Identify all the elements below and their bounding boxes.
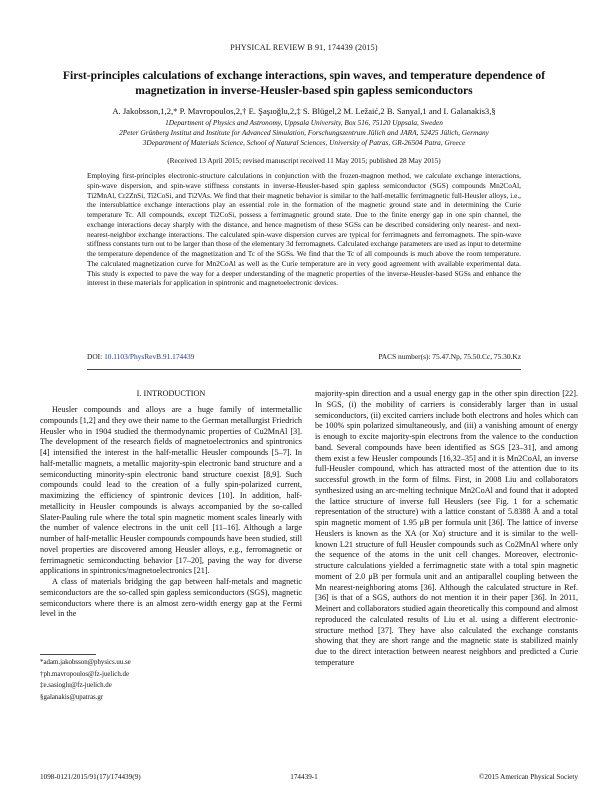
doi-line	[87, 352, 194, 361]
footnote-4[interactable]: §galanakis@upatras.gr	[40, 693, 104, 701]
author-list: A. Jakobsson,1,2,* P. Mavropoulos,2,† E. Şaşıoğlu,2,‡ S. Blügel,2 M. Ležaić,2 B. Sanyal,1 and I. Galanakis3,§	[112, 106, 496, 116]
footer-copyright: ©2015 American Physical Society	[478, 773, 578, 781]
journal-header: PHYSICAL REVIEW B 91, 174439 (2015)	[230, 43, 378, 52]
section-title: I. INTRODUCTION	[136, 389, 206, 398]
footer-page-number: 174439-1	[290, 773, 318, 781]
abstract: Employing first-principles electronic-structure calculations in conjunction with the frozen-magnon method, we calculate exchange interactions, spin-wave dispersion, and spin-wave stiffness constants in inverse-Heusler-based spin gapless semiconductor (SGS) compounds Mn2CoAl, Ti2MnAl, Cr2ZnSi, Ti2CoSi, and Ti2VAs. We find that their magnetic behavior is similar to the half-metallic ferrimagnetic full-Heusler alloys, i.e., the intersublattice exchange interactions play an essential role in the formation of the magnetic ground state and in determining the Curie temperature Tc. All compounds, except Ti2CoSi, possess a ferrimagnetic ground state. Due to the finite energy gap in one spin channel, the exchange interactions decay sharply with the distance, and hence magnetism of these SGSs can be described considering only nearest- and next-nearest-neighbor exchange interactions. The calculated spin-wave dispersion curves are typical for ferrimagnets and ferromagnets. The spin-wave stiffness constants turn out to be larger than those of the elementary 3d ferromagnets. Calculated exchange parameters are used as input to determine the temperature dependence of the magnetization and Tc of the SGSs. We find that the Tc of all compounds is much above the room temperature. The calculated magnetization curve for Mn2CoAl as well as the Curie temperature are in very good agreement with available experimental data. This study is expected to pave the way for a deeper understanding of the magnetic properties of the inverse-Heusler-based SGSs and enhance the interest in these materials for application in spintronic and magnetoelectronic devices.	[87, 171, 521, 288]
title-line-1: First-principles calculations of exchange interactions, spin waves, and temperature dependence of	[62, 69, 546, 82]
received-dates: (Received 13 April 2015; revised manuscript received 11 May 2015; published 28 May 2015)	[167, 156, 441, 165]
column-right	[315, 389, 578, 669]
doi-link[interactable]: 10.1103/PhysRevB.91.174439	[104, 352, 195, 361]
footer-issn: 1098-0121/2015/91(17)/174439(9)	[40, 773, 141, 781]
intro-paragraph-2: A class of materials bridging the gap between half-metals and magnetic semiconductors are the so-called spin gapless semiconductors (SGS), magnetic semiconductors where there is an almost zero-width energy gap at the Fermi level in the	[40, 577, 302, 619]
footnote-1[interactable]: *adam.jakobsson@physics.uu.se	[40, 659, 131, 666]
intro-paragraph-1: Heusler compounds and alloys are a huge family of intermetallic compounds [1,2] and they owe their name to the German metallurgist Friedrich Heusler who in 1904 studied the thermodynamic properties of Cu2MnAl [3]. The development of the research fields of magnetoelectronics and spintronics [4] intensified the interest in the half-metallic Heusler compounds [5–7]. In half-metallic magnets, a metallic majority-spin electronic band structure and a semiconducting minority-spin electronic band structure coexist [8,9]. Such compounds could lead to the creation of a fully spin-polarized current, maximizing the efficiency of spintronic devices [10]. In addition, half-metallicity in Heusler compounds is always accompanied by the so-called Slater-Pauling rule where the total spin magnetic moment scales linearly with the number of valence electrons in the unit cell [11–16]. Although a large number of half-metallic Heusler compounds compounds have been studied, still novel properties are discovered among Heusler alloys, e.g., ferromagnetic or ferrimagnetic semiconducting behavior [17–20], paving the way for diverse applications in spintronics/magnetoelectronics [21].	[40, 405, 302, 576]
column-left	[40, 405, 302, 620]
affiliation-3: 3Department of Materials Science, School of Natural Sciences, University of Patras, GR-26504 Patra, Greece	[142, 138, 466, 147]
title-line-2: magnetization in inverse-Heusler-based spin gapless semiconductors	[135, 84, 473, 97]
intro-paragraph-2-continued: majority-spin direction and a usual energy gap in the other spin direction [22]. In SGS, (i) the mobility of carriers is considerably larger than in usual semiconductors, (ii) excited carriers include both electrons and holes which can be 100% spin polarized simultaneously, and (iii) a vanishing amount of energy is enough to excite majority-spin electrons from the valence to the conduction band. Several compounds have been identified as SGS [23–31], and among them exist a few Heusler compounds [16,32–35] and it is Mn2CoAl, an inverse full-Heusler compound, which has attracted most of the attention due to its successful growth in the form of films. First, in 2008 Liu and collaborators synthesized using an arc-melting technique Mn2CoAl and found that it adopted the lattice structure of inverse full Heuslers (see Fig. 1 for a schematic representation of the structure) with a lattice constant of 5.8388 Å and a total spin magnetic moment of 1.95 μB per formula unit [36]. The lattice of inverse Heuslers is known as the XA (or Xα) structure and it is similar to the well-known L21 structure of full Heusler compounds such as Co2MnAl where only the sequence of the atoms in the unit cell changes. Moreover, electronic-structure calculations yielded a ferrimagnetic state with a total spin magnetic moment of 2.0 μB per formula unit and an antiparallel coupling between the Mn nearest-neighboring atoms [36]. Although the calculated structure in Ref. [36] is that of a SGS, authors do not mention it in their paper [36]. In 2011, Meinert and collaborators studied again theoretically this compound and almost reproduced the calculated results of Liu et al. using a different electronic-structure method [37]. They have also calculated the exchange constants showing that they are short range and the magnetic state is stabilized mainly due to the direct interaction between nearest neighbors and predicted a Curie temperature	[315, 389, 578, 667]
footnote-3[interactable]: ‡e.sasioglu@fz-juelich.de	[40, 682, 112, 690]
paper-title	[40, 68, 568, 98]
pacs-numbers: PACS number(s): 75.47.Np, 75.50.Cc, 75.30.Kz	[378, 352, 521, 361]
footnotes	[40, 657, 302, 703]
footnote-divider	[40, 654, 96, 655]
footnote-2[interactable]: †ph.mavropoulos@fz-juelich.de	[40, 670, 130, 678]
affiliation-1: 1Department of Physics and Astronomy, Uppsala University, Box 516, 75120 Uppsala, Sweden	[165, 118, 443, 127]
doi-label: DOI:	[87, 352, 103, 361]
affiliation-2: 2Peter Grünberg Institut and Institute for Advanced Simulation, Forschungszentrum Jülich and JARA, 52425 Jülich, Germany	[119, 128, 489, 137]
header-divider	[87, 369, 521, 370]
